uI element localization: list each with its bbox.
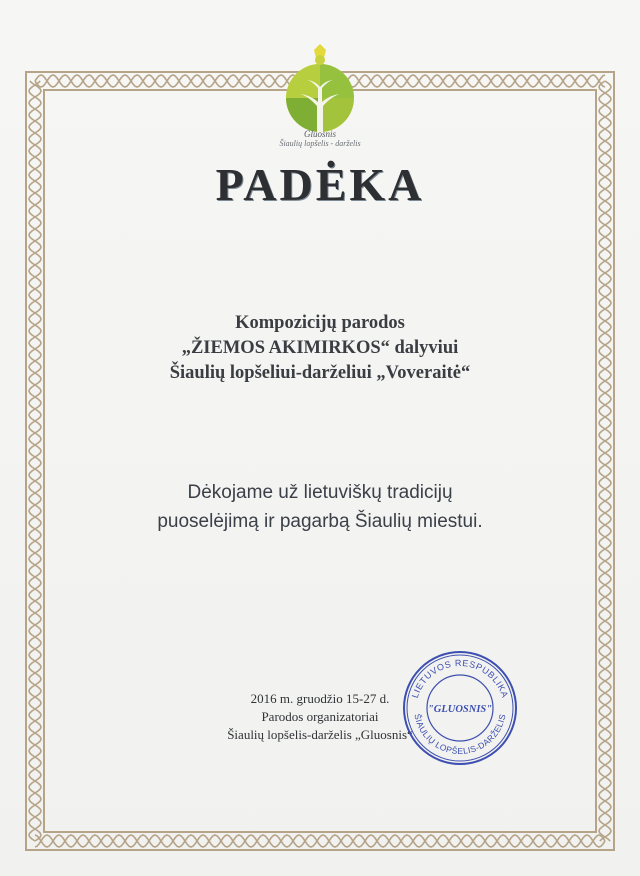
signature-date: 2016 m. gruodžio 15-27 d. xyxy=(250,691,390,706)
logo-subtitle: Šiaulių lopšelis - darželis xyxy=(279,139,361,148)
thanks-line-1: Dėkojame už lietuviškų tradicijų xyxy=(187,482,453,503)
stamp-center-text: "GLUOSNIS" xyxy=(427,704,493,715)
award-line-3: Šiaulių lopšeliui-darželiui „Voveraitė“ xyxy=(169,363,471,383)
official-stamp xyxy=(400,648,520,768)
award-text xyxy=(60,311,580,386)
certificate-title: PADĖKA xyxy=(215,159,425,210)
thanks-line-2: puoselėjimą ir pagarbą Šiaulių miestui. xyxy=(157,511,483,532)
stamp-top-text: LIETUVOS RESPUBLIKA xyxy=(409,657,511,700)
signature-organization: Šiaulių lopšelis-darželis „Gluosnis“ xyxy=(227,727,413,742)
logo-name: Gluosnis xyxy=(303,129,336,139)
award-line-1: Kompozicijų parodos xyxy=(235,313,405,333)
stamp-bottom-text: ŠIAULIŲ LOPŠELIS-DARŽELIS xyxy=(412,712,508,757)
signature-block xyxy=(227,690,413,744)
signature-role: Parodos organizatoriai xyxy=(261,709,379,724)
award-line-2: „ŽIEMOS AKIMIRKOS“ dalyviui xyxy=(181,338,459,358)
thanks-text xyxy=(60,478,580,536)
